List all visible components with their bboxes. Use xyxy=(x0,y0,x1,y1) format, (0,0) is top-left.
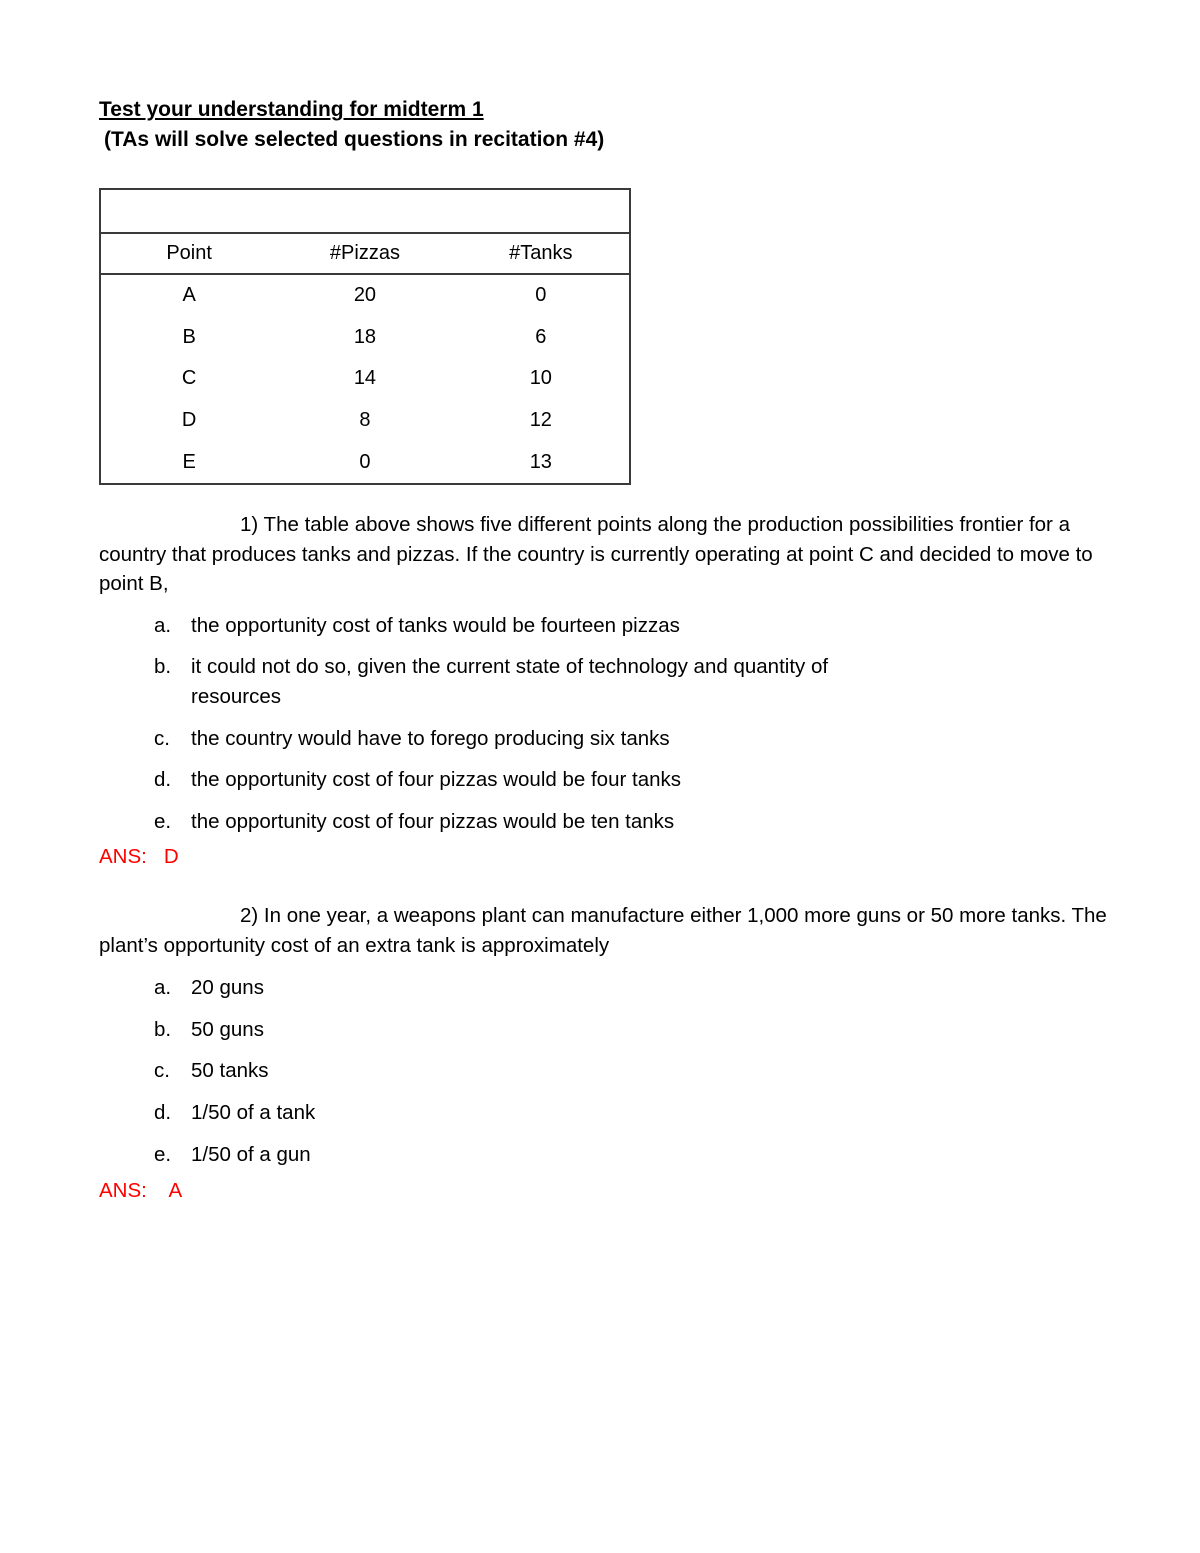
column-header-tanks: #Tanks xyxy=(453,233,630,274)
table-cell: 20 xyxy=(353,284,377,307)
ppf-table xyxy=(99,188,631,485)
question-2-option-b xyxy=(154,1015,914,1045)
table-row xyxy=(100,358,630,400)
table-cell: 14 xyxy=(353,367,377,390)
table-cell: 12 xyxy=(529,409,552,432)
question-2-stem: 2) In one year, a weapons plant can manufacture either 1,000 more guns or 50 more tanks. The plant’s opportunity cost of an extra tank is approximately xyxy=(99,904,1107,957)
table-cell: 8 xyxy=(359,409,371,432)
question-1-stem: 1) The table above shows five different points along the production possibilities frontier for a country that produces tanks and pizzas. If the country is currently operating at point C and decided to move to point B, xyxy=(99,513,1093,595)
table-cell: C xyxy=(181,367,197,390)
option-letter: a. xyxy=(154,976,172,999)
table-row xyxy=(100,317,630,359)
table-row xyxy=(100,400,630,442)
option-text: 50 guns xyxy=(191,1018,264,1041)
table-cell: A xyxy=(182,284,196,307)
question-1-option-a xyxy=(154,611,914,641)
table-cell: 0 xyxy=(535,284,547,307)
table-cell: 10 xyxy=(529,367,552,390)
table-row xyxy=(100,274,630,317)
option-letter: d. xyxy=(154,768,172,791)
page-title: Test your understanding for midterm 1 xyxy=(99,98,484,121)
option-text: the opportunity cost of tanks would be fourteen pizzas xyxy=(191,614,680,637)
table-cell: 6 xyxy=(535,325,547,348)
table-cell: 0 xyxy=(359,450,371,473)
column-header-point: Point xyxy=(100,233,277,274)
option-letter: e. xyxy=(154,810,172,833)
option-text: 1/50 of a gun xyxy=(191,1143,311,1166)
option-text: it could not do so, given the current state of technology and quantity of resources xyxy=(191,655,829,708)
column-header-pizzas: #Pizzas xyxy=(277,233,452,274)
table-cell: B xyxy=(182,325,196,348)
question-2-option-e xyxy=(154,1140,914,1170)
table-caption xyxy=(100,189,630,233)
option-text: the opportunity cost of four pizzas would be ten tanks xyxy=(191,810,675,833)
option-letter: c. xyxy=(154,727,170,750)
table-header-row xyxy=(100,233,630,274)
page-subtitle: (TAs will solve selected questions in recitation #4) xyxy=(104,128,605,151)
option-letter: b. xyxy=(154,655,172,678)
question-1-option-c xyxy=(154,724,914,754)
option-letter: c. xyxy=(154,1059,170,1082)
table-cell: 18 xyxy=(353,325,377,348)
table-cell: E xyxy=(182,450,196,473)
table-cell: 13 xyxy=(529,450,552,473)
option-text: the country would have to forego producing six tanks xyxy=(191,727,670,750)
option-letter: b. xyxy=(154,1018,172,1041)
table-cell: D xyxy=(181,409,197,432)
question-2-option-d xyxy=(154,1098,914,1128)
question-2-answer: ANS: A xyxy=(99,1179,183,1202)
option-letter: e. xyxy=(154,1143,172,1166)
option-text: 1/50 of a tank xyxy=(191,1101,316,1124)
option-text: 20 guns xyxy=(191,976,264,999)
question-2-option-a xyxy=(154,973,914,1003)
table-caption-row xyxy=(100,189,630,233)
table-row xyxy=(100,441,630,484)
option-text: 50 tanks xyxy=(191,1059,269,1082)
question-2-option-c xyxy=(154,1056,914,1086)
option-text: the opportunity cost of four pizzas would be four tanks xyxy=(191,768,681,791)
question-1-option-b xyxy=(154,652,914,711)
question-1-option-e xyxy=(154,807,914,837)
question-1-answer: ANS: D xyxy=(99,845,179,868)
option-letter: d. xyxy=(154,1101,172,1124)
question-1-option-d xyxy=(154,765,914,795)
option-letter: a. xyxy=(154,614,172,637)
